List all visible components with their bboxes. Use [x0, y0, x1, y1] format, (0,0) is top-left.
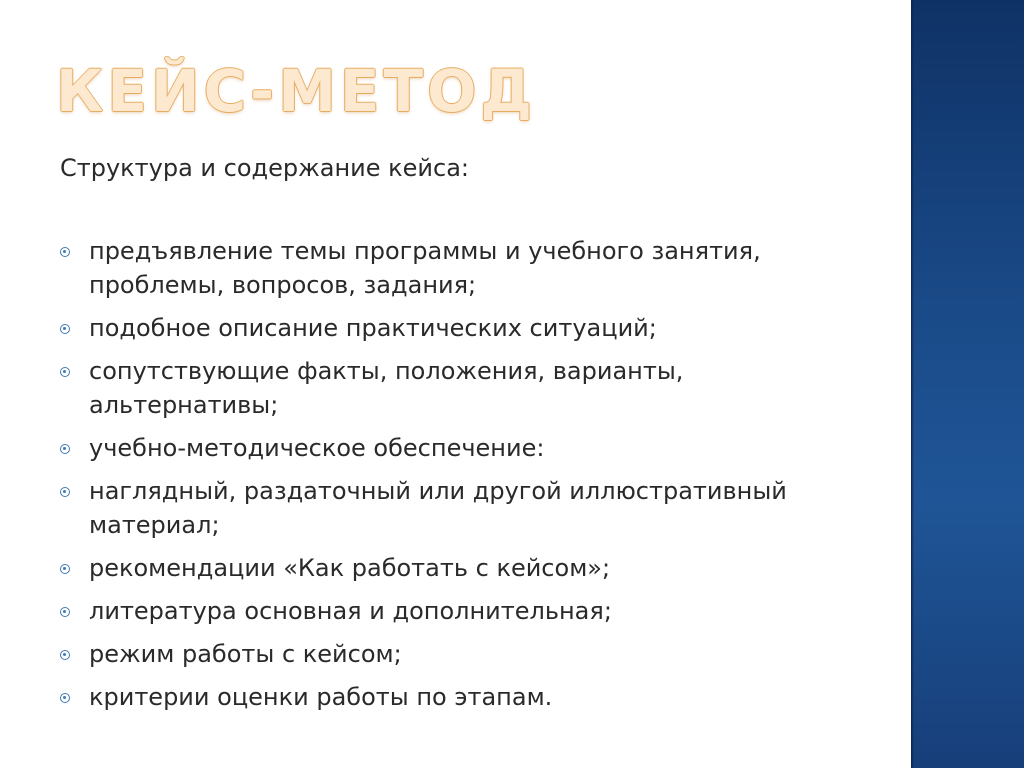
- list-item-text: учебно-методическое обеспечение:: [89, 434, 545, 462]
- list-item: [58, 354, 858, 422]
- slide-title: КЕЙС-МЕТОД: [56, 57, 537, 125]
- circle-bullet-icon: [60, 367, 70, 377]
- list-item: [58, 594, 858, 628]
- bullet-list: [58, 234, 858, 723]
- list-item-text: режим работы с кейсом;: [89, 640, 402, 668]
- circle-bullet-icon: [60, 564, 70, 574]
- circle-bullet-icon: [60, 693, 70, 703]
- circle-bullet-icon: [60, 487, 70, 497]
- list-item-text: наглядный, раздаточный или другой иллюстративный материал;: [89, 477, 787, 539]
- side-panel-edge: [911, 0, 914, 768]
- circle-bullet-icon: [60, 650, 70, 660]
- list-item: [58, 637, 858, 671]
- list-item-text: критерии оценки работы по этапам.: [89, 683, 553, 711]
- list-item: [58, 680, 858, 714]
- circle-bullet-icon: [60, 607, 70, 617]
- list-item: [58, 234, 858, 302]
- list-item-text: сопутствующие факты, положения, варианты, альтернативы;: [89, 357, 684, 419]
- list-item-text: литература основная и дополнительная;: [89, 597, 612, 625]
- side-decoration-panel: [911, 0, 1024, 768]
- list-item: [58, 431, 858, 465]
- list-item: [58, 311, 858, 345]
- list-item: [58, 474, 858, 542]
- list-item-text: подобное описание практических ситуаций;: [89, 314, 657, 342]
- slide-subtitle: Структура и содержание кейса:: [60, 154, 469, 182]
- list-item-text: рекомендации «Как работать с кейсом»;: [89, 554, 611, 582]
- list-item: [58, 551, 858, 585]
- list-item-text: предъявление темы программы и учебного занятия, проблемы, вопросов, задания;: [89, 237, 761, 299]
- circle-bullet-icon: [60, 247, 70, 257]
- circle-bullet-icon: [60, 444, 70, 454]
- circle-bullet-icon: [60, 324, 70, 334]
